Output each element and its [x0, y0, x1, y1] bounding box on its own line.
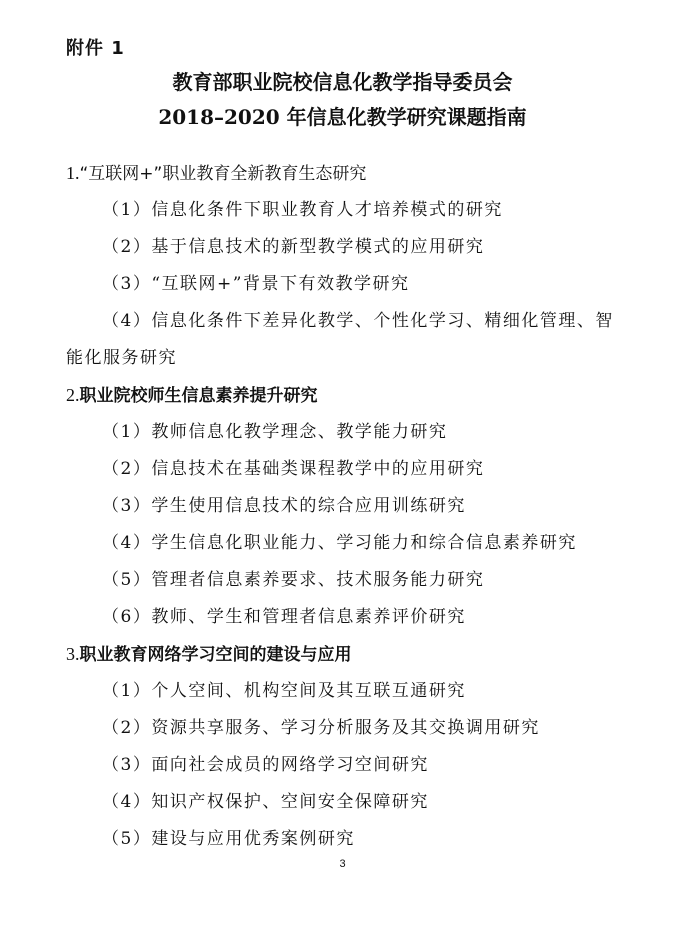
page-number: 3 — [339, 858, 346, 870]
list-item: （4）信息化条件下差异化教学、个性化学习、精细化管理、智能化服务研究 — [66, 311, 614, 368]
document-title-line-1: 教育部职业院校信息化教学指导委员会 — [172, 70, 513, 94]
section-title: “互联网+”职业教育全新教育生态研究 — [79, 164, 367, 184]
section-2 — [66, 377, 626, 636]
list-item: （6）教师、学生和管理者信息素养评价研究 — [102, 607, 466, 627]
section-number: 2. — [66, 385, 80, 405]
attachment-label: 附件 1 — [66, 38, 125, 59]
list-item: （3）“互联网+”背景下有效教学研究 — [102, 274, 410, 294]
list-item: （3）面向社会成员的网络学习空间研究 — [102, 755, 429, 775]
list-item: （5）建设与应用优秀案例研究 — [102, 829, 355, 849]
list-item: （2）信息技术在基础类课程教学中的应用研究 — [102, 459, 485, 479]
document-body — [66, 155, 626, 858]
section-title: 职业院校师生信息素养提升研究 — [79, 386, 318, 406]
list-item: （2）基于信息技术的新型教学模式的应用研究 — [102, 237, 485, 257]
list-item: （4）知识产权保护、空间安全保障研究 — [102, 792, 429, 812]
list-item: （5）管理者信息素养要求、技术服务能力研究 — [102, 570, 485, 590]
section-number: 3. — [66, 644, 80, 664]
list-item: （1）个人空间、机构空间及其互联互通研究 — [102, 681, 466, 701]
section-3 — [66, 636, 626, 858]
list-item: （1）信息化条件下职业教育人才培养模式的研究 — [102, 200, 503, 220]
list-item: （4）学生信息化职业能力、学习能力和综合信息素养研究 — [102, 533, 577, 553]
section-number: 1. — [66, 163, 80, 183]
section-heading — [66, 636, 626, 673]
list-item: （1）教师信息化教学理念、教学能力研究 — [102, 422, 448, 442]
section-1 — [66, 155, 626, 377]
section-title: 职业教育网络学习空间的建设与应用 — [79, 645, 352, 665]
section-heading — [66, 155, 626, 192]
list-item: （3）学生使用信息技术的综合应用训练研究 — [102, 496, 466, 516]
section-heading — [66, 377, 626, 414]
document-title-line-2: 2018–2020 年信息化教学研究课题指南 — [158, 105, 527, 129]
list-item: （2）资源共享服务、学习分析服务及其交换调用研究 — [102, 718, 540, 738]
